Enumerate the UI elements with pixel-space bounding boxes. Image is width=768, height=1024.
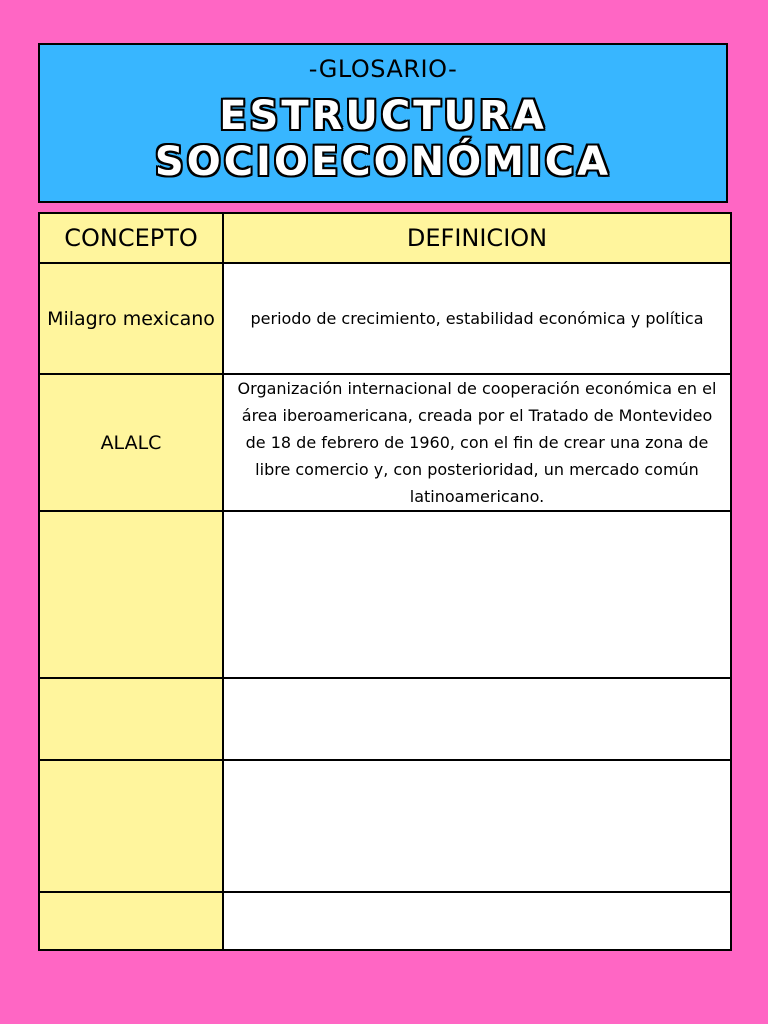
concept-cell (39, 760, 223, 892)
definition-cell: periodo de crecimiento, estabilidad económica y política (223, 263, 731, 374)
concept-cell: Milagro mexicano (39, 263, 223, 374)
concept-cell: ALALC (39, 374, 223, 511)
page-title-line-1: ESTRUCTURA (219, 93, 547, 139)
definition-cell (223, 760, 731, 892)
page-title-line-2: SOCIOECONÓMICA (154, 139, 612, 185)
table-header-row (39, 213, 731, 263)
table-row (39, 678, 731, 760)
definition-cell (223, 678, 731, 760)
table-row (39, 892, 731, 950)
definition-cell (223, 511, 731, 678)
table-row (39, 374, 731, 511)
concept-cell (39, 511, 223, 678)
header-banner (38, 43, 728, 203)
definition-cell: Organización internacional de cooperación económica en el área iberoamericana, creada por el Tratado de Montevideo de 18 de febrero de 1960, con el fin de crear una zona de libre comercio y, con posterioridad, un mercado común latinoamericano. (223, 374, 731, 511)
page-title (40, 93, 726, 185)
concept-cell (39, 678, 223, 760)
table-row (39, 760, 731, 892)
glossary-subtitle: -GLOSARIO- (308, 55, 458, 83)
glossary-table (38, 212, 732, 951)
definition-cell (223, 892, 731, 950)
column-header-definition: DEFINICION (223, 213, 731, 263)
table-row (39, 511, 731, 678)
column-header-concept: CONCEPTO (39, 213, 223, 263)
table-row (39, 263, 731, 374)
concept-cell (39, 892, 223, 950)
